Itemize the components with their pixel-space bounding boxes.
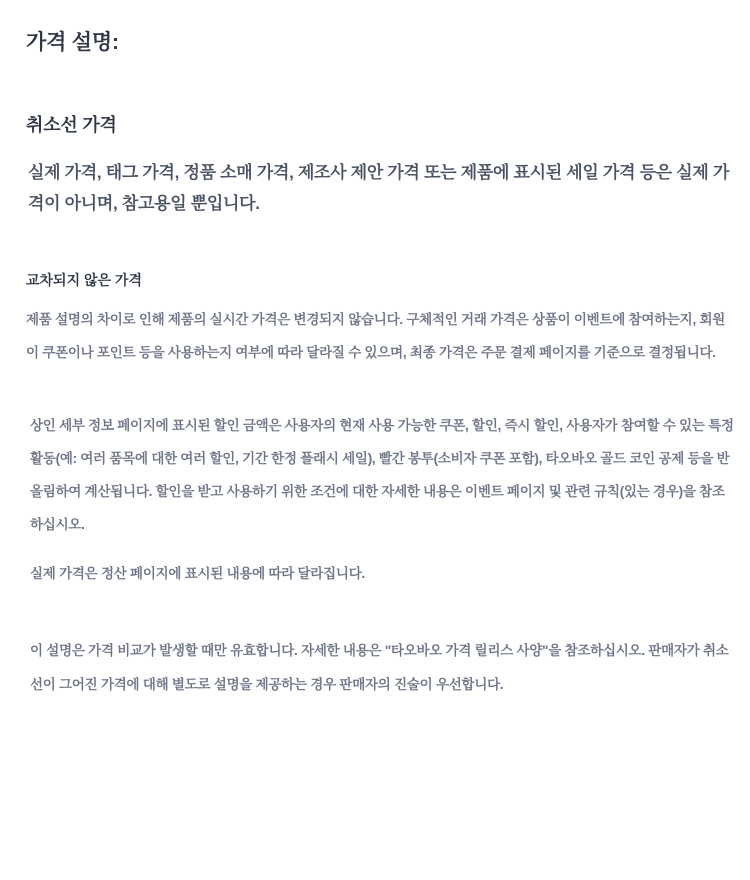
page-title: 가격 설명: — [26, 31, 119, 54]
paragraph-realtime-price: 제품 설명의 차이로 인해 제품의 실시간 가격은 변경되지 않습니다. 구체적인 거래 가격은 상품이 이벤트에 참여하는지, 회원이 쿠폰이나 포인트 등을 사용하는지 여부에 따라 달라질 수 있으며, 최종 가격은 주문 결제 페이지를 기준으로 결정됩니다. — [26, 312, 726, 361]
section-heading-minimum-price: 취소선 가격 — [26, 115, 117, 136]
subheading-non-crossed-price: 교차되지 않은 가격 — [26, 272, 142, 289]
paragraph-discount-calculation: 상인 세부 정보 페이지에 표시된 할인 금액은 사용자의 현재 사용 가능한 쿠폰, 할인, 즉시 할인, 사용자가 참여할 수 있는 특정 활동(예: 여러 품목에 대한 여러 할인, 기간 한정 플래시 세일), 빨간 봉투(소비자 쿠폰 포함), 타오바오 골드 코인 공제 등을 반올림하여 계산됩니다. 할인을 받고 사용하기 위한 조건에 대한 자세한 내용은 이벤트 페이지 및 관련 규칙(있는 경우)을 참조하십시오. — [30, 418, 734, 533]
lead-paragraph-minimum-price: 실제 가격, 태그 가격, 정품 소매 가격, 제조사 제안 가격 또는 제품에 표시된 세일 가격 등은 실제 가격이 아니며, 참고용일 뿐입니다. — [28, 162, 730, 214]
paragraph-settlement-page: 실제 가격은 정산 페이지에 표시된 내용에 따라 달라집니다. — [30, 566, 365, 582]
paragraph-price-comparison-note: 이 설명은 가격 비교가 발생할 때만 유효합니다. 자세한 내용은 "타오바오 가격 릴리스 사양"을 참조하십시오. 판매자가 취소선이 그어진 가격에 대해 별도로 설명을 제공하는 경우 판매자의 진술이 우선합니다. — [30, 643, 729, 692]
